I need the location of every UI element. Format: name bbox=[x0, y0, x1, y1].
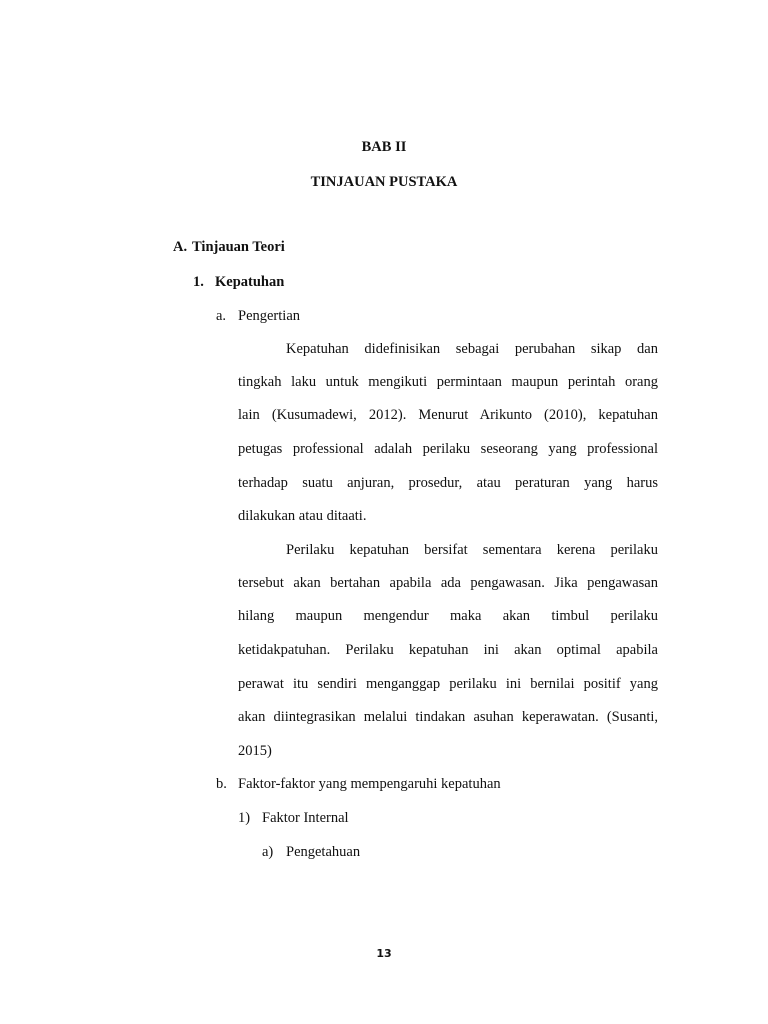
item-marker: b. bbox=[216, 776, 227, 792]
paragraph-2-line: perawat itu sendiri menganggap perilaku ini bernilai positif yang bbox=[238, 676, 658, 692]
item-heading-b1 bbox=[238, 809, 349, 827]
section-title: Tinjauan Teori bbox=[192, 239, 285, 255]
paragraph-2-line: 2015) bbox=[238, 743, 272, 759]
paragraph-1-line: tingkah laku untuk mengikuti permintaan maupun perintah orang bbox=[238, 374, 658, 390]
item-title: Pengetahuan bbox=[286, 844, 361, 860]
item-heading-b1a bbox=[262, 843, 360, 861]
paragraph-2-line: ketidakpatuhan. Perilaku kepatuhan ini akan optimal apabila bbox=[238, 642, 658, 658]
section-heading-a bbox=[173, 238, 285, 256]
item-title: Faktor Internal bbox=[262, 810, 349, 826]
item-marker: a) bbox=[262, 844, 274, 860]
item-heading-a bbox=[216, 307, 300, 325]
paragraph-1-line: dilakukan atau ditaati. bbox=[238, 508, 367, 524]
subsection-marker: 1. bbox=[193, 274, 204, 290]
paragraph-2-line: Perilaku kepatuhan bersifat sementara kerena perilaku bbox=[286, 542, 658, 558]
page-number: 13 bbox=[376, 947, 392, 960]
paragraph-1-line: terhadap suatu anjuran, prosedur, atau peraturan yang harus bbox=[238, 475, 658, 491]
paragraph-2-line: akan diintegrasikan melalui tindakan asuhan keperawatan. (Susanti, bbox=[238, 709, 658, 725]
paragraph-1-line: lain (Kusumadewi, 2012). Menurut Arikunto (2010), kepatuhan bbox=[238, 407, 658, 423]
item-marker: 1) bbox=[238, 810, 251, 826]
subsection-title: Kepatuhan bbox=[215, 274, 285, 290]
subsection-heading-1 bbox=[193, 273, 284, 291]
item-heading-b bbox=[216, 775, 501, 793]
item-title: Faktor-faktor yang mempengaruhi kepatuhan bbox=[238, 776, 501, 792]
paragraph-1-line: petugas professional adalah perilaku seseorang yang professional bbox=[238, 441, 658, 457]
item-marker: a. bbox=[216, 308, 227, 324]
chapter-number: BAB II bbox=[361, 139, 407, 155]
paragraph-2-line: tersebut akan bertahan apabila ada pengawasan. Jika pengawasan bbox=[238, 575, 658, 591]
item-title: Pengertian bbox=[238, 308, 301, 324]
paragraph-1-line: Kepatuhan didefinisikan sebagai perubahan sikap dan bbox=[286, 341, 658, 357]
paragraph-2-line: hilang maupun mengendur maka akan timbul perilaku bbox=[238, 608, 658, 624]
chapter-title: TINJAUAN PUSTAKA bbox=[310, 174, 458, 190]
section-marker: A. bbox=[173, 239, 188, 255]
